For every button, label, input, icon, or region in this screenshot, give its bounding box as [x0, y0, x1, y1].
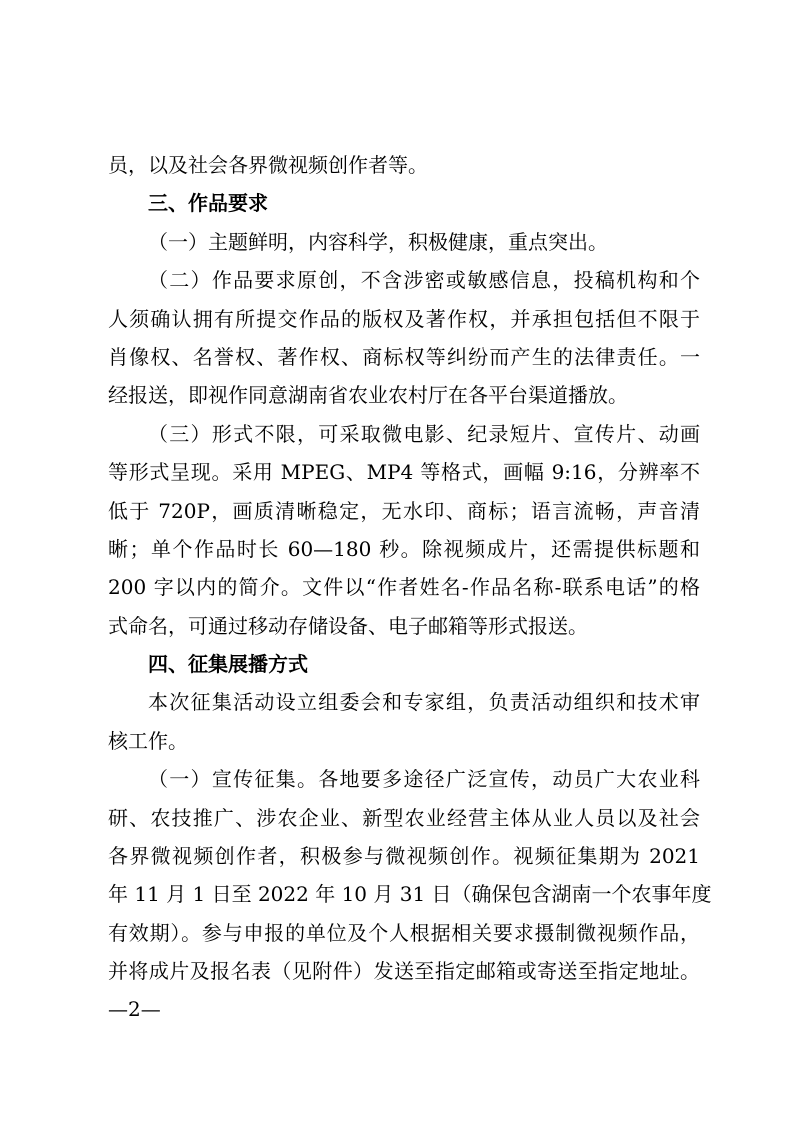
page-number: —2—: [108, 997, 161, 1021]
section-heading: 四、征集展播方式: [148, 652, 308, 677]
text-line: （三）形式不限，可采取微电影、纪录短片、宣传片、动画: [148, 421, 700, 446]
text-line: （一）主题鲜明，内容科学，积极健康，重点突出。: [148, 229, 608, 254]
text-line: 晰；单个作品时长 60—180 秒。除视频成片，还需提供标题和: [108, 536, 700, 561]
text-line: 经报送，即视作同意湖南省农业农村厅在各平台渠道播放。: [108, 383, 628, 408]
text-line: 200 字以内的简介。文件以“作者姓名-作品名称-联系电话”的格: [108, 575, 700, 600]
text-line: 核工作。: [108, 728, 188, 753]
text-line: （二）作品要求原创，不含涉密或敏感信息，投稿机构和个: [148, 268, 700, 293]
document-body: [108, 146, 712, 991]
text-line: 肖像权、名誉权、著作权、商标权等纠纷而产生的法律责任。一: [108, 344, 700, 369]
text-line: 并将成片及报名表（见附件）发送至指定邮箱或寄送至指定地址。: [108, 959, 700, 984]
text-line: 等形式呈现。采用 MPEG、MP4 等格式，画幅 9:16，分辨率不: [108, 460, 700, 485]
text-line: 式命名，可通过移动存储设备、电子邮箱等形式报送。: [108, 613, 588, 638]
text-line: 人须确认拥有所提交作品的版权及著作权，并承担包括但不限于: [108, 306, 700, 331]
text-line: 各界微视频创作者，积极参与微视频创作。视频征集期为 2021: [108, 844, 700, 869]
text-line: 员，以及社会各界微视频创作者等。: [108, 153, 428, 177]
text-line: 本次征集活动设立组委会和专家组，负责活动组织和技术审: [148, 690, 700, 715]
text-line: （一）宣传征集。各地要多途径广泛宣传，动员广大农业科: [148, 767, 700, 792]
section-heading: 三、作品要求: [148, 191, 268, 216]
text-line: 年 11 月 1 日至 2022 年 10 月 31 日（确保包含湖南一个农事年度: [108, 882, 712, 907]
text-line: 有效期）。参与申报的单位及个人根据相关要求摄制微视频作品，: [108, 920, 700, 945]
text-line: 研、农技推广、涉农企业、新型农业经营主体从业人员以及社会: [108, 805, 700, 830]
text-line: 低于 720P，画质清晰稳定，无水印、商标；语言流畅，声音清: [108, 498, 700, 523]
